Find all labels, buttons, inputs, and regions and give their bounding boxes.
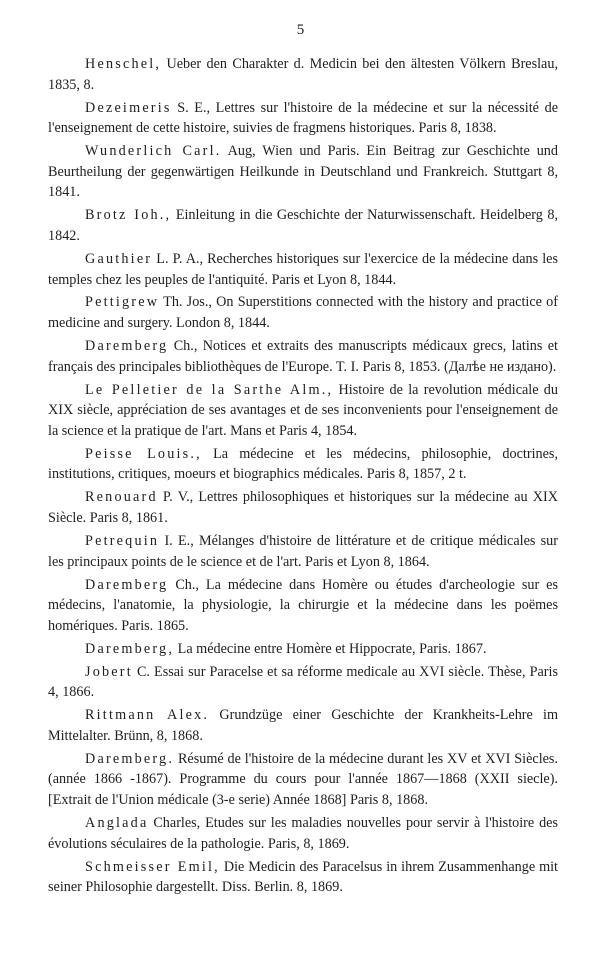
- bibliography-entry: [48, 141, 558, 203]
- entry-text: Ch., Notices et extraits des manuscripts médicaux grecs, latins et français des principales bibliothèques de l'Europe. T. I. Paris 8, 1853. (Далѣе не издано).: [48, 338, 558, 375]
- entry-text: Einleitung in die Geschichte der Naturwissenschaft. Heidelberg 8, 1842.: [48, 207, 558, 244]
- page-number: 5: [296, 22, 305, 38]
- bibliography-entry: [48, 444, 558, 485]
- bibliography-entry: [48, 336, 558, 377]
- bibliography-entry: [48, 662, 558, 703]
- entry-text: Ch., La médecine dans Homère ou études d'archeologie sur es médecins, l'anatomie, la physiologie, la chirurgie et la médecine dans les poëmes homériques. Paris. 1865.: [48, 576, 558, 634]
- entry-author: Daremberg: [85, 576, 169, 593]
- entry-author: Rittmann Alex.: [85, 707, 210, 724]
- entry-text: P. V., Lettres philosophiques et historiques sur la médecine au XIX Siècle. Paris 8, 1861.: [48, 489, 558, 526]
- entry-text: Aug, Wien und Paris. Ein Beitrag zur Geschichte und Beurtheilung der gegenwärtigen Heilkunde in Deutschland und Frankreich. Stuttgart 8, 1841.: [48, 143, 558, 201]
- entry-author: Brotz Ioh.,: [85, 207, 172, 224]
- entry-author: Daremberg: [85, 338, 169, 355]
- bibliography-entry: [48, 749, 558, 811]
- entry-author: Jobert: [85, 663, 133, 680]
- bibliography-entry: [48, 292, 558, 333]
- bibliography-entry: [48, 857, 558, 898]
- entry-author: Wunderlich Carl.: [85, 143, 222, 160]
- entry-author: Henschel,: [85, 56, 162, 72]
- bibliography-entry: [48, 813, 558, 854]
- bibliography-entry: [48, 205, 558, 246]
- entry-author: Schmeisser Emil,: [85, 858, 220, 875]
- entry-author: Renouard: [85, 489, 158, 506]
- entry-author: Daremberg.: [85, 750, 175, 767]
- entry-text: Histoire de la revolution médicale du XIX siècle, appréciation de ses avantages et de ses inconvenients pour l'enseignement de la science et la pratique de l'art. Mans et Paris 4, 1854.: [48, 381, 558, 439]
- entry-text: Grundzüge einer Geschichte der Krankheits-Lehre im Mittelalter. Brünn, 8, 1868.: [48, 707, 559, 744]
- entry-author: Le Pelletier de la Sarthe Alm.,: [85, 381, 334, 398]
- entry-author: Dezeimeris: [85, 99, 172, 116]
- bibliography-entry: [48, 98, 558, 139]
- bibliography-entry: [48, 639, 558, 660]
- entry-text: Charles, Etudes sur les maladies nouvelles pour servir à l'histoire des évolutions séculaires de la pathologie. Paris, 8, 1869.: [48, 815, 558, 852]
- bibliography-list: [48, 54, 558, 900]
- bibliography-entry: [48, 705, 558, 746]
- entry-text: La médecine et les médecins, philosophie, doctrines, institutions, critiques, moeurs et biographics médicales. Paris 8, 1857, 2 t.: [48, 445, 558, 483]
- entry-text: I. E., Mélanges d'histoire de littérature et de critique médicales sur les principaux points de le science et de l'art. Paris et Lyon 8, 1864.: [48, 532, 558, 570]
- entry-author: Anglada: [85, 815, 149, 832]
- bibliography-entry: [48, 531, 558, 572]
- bibliography-entry: [48, 249, 558, 290]
- entry-text: C. Essai sur Paracelse et sa réforme medicale au XVI siècle. Thèse, Paris 4, 1866.: [48, 663, 558, 701]
- entry-author: Peisse Louis.,: [85, 445, 202, 462]
- entry-author: Gauthier: [85, 250, 153, 267]
- entry-text: La médecine entre Homère et Hippocrate, Paris. 1867.: [174, 640, 487, 657]
- entry-author: Daremberg,: [85, 640, 175, 657]
- entry-text: S. E., Lettres sur l'histoire de la médecine et sur la nécessité de l'enseignement de cette histoire, suivies de fragmens historiques. Paris 8, 1838.: [48, 99, 558, 137]
- entry-text: Th. Jos., On Superstitions connected with the history and practice of medicine and surgery. London 8, 1844.: [48, 294, 558, 332]
- bibliography-entry: [48, 54, 558, 95]
- entry-author: Petrequin: [85, 532, 160, 549]
- entry-text: Ueber den Charakter d. Medicin bei den ältesten Völkern Breslau, 1835, 8.: [48, 56, 558, 93]
- entry-text: Die Medicin des Paracelsus in ihrem Zusammenhange mit seiner Philosophie dargestellt. Diss. Berlin. 8, 1869.: [48, 858, 558, 896]
- entry-author: Pettigrew: [85, 294, 160, 311]
- entry-text: L. P. A., Recherches historiques sur l'exercice de la médecine dans les temples chez les peuples de l'antiquité. Paris et Lyon 8, 1844.: [48, 250, 558, 288]
- bibliography-entry: [48, 487, 558, 528]
- bibliography-entry: [48, 380, 558, 442]
- bibliography-entry: [48, 575, 558, 637]
- entry-text: Résumé de l'histoire de la médecine durant les XV et XVI Siècles. (année 1866 -1867). Programme du cours pour l'année 1867—1868 (XXII siecle). [Extrait de l'Union médicale (3-e serie) Année 1868] Paris 8, 1868.: [48, 750, 558, 809]
